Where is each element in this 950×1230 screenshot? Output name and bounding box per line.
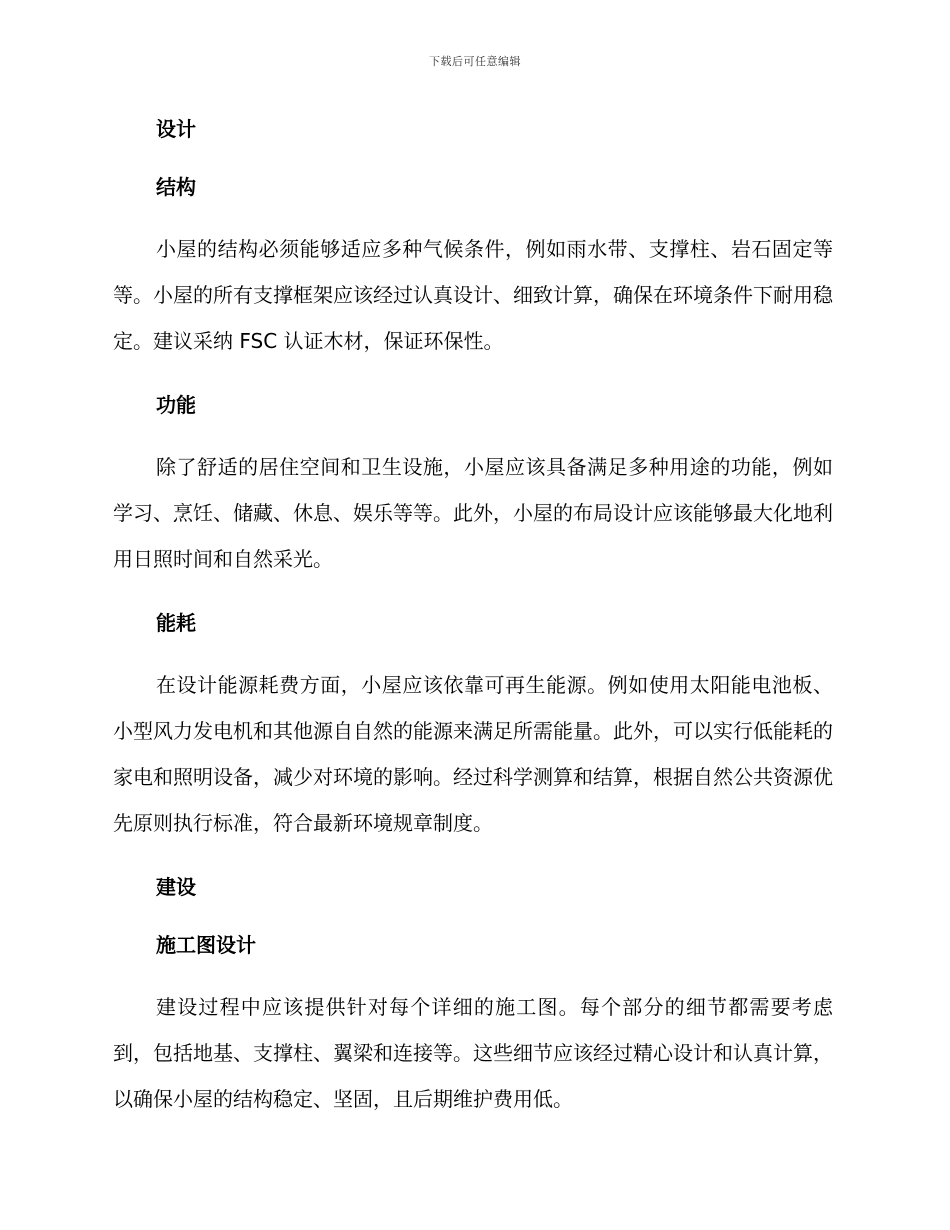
subheading-function: 功能 <box>156 393 196 417</box>
paragraph-function: 除了舒适的居住空间和卫生设施，小屋应该具备满足多种用途的功能，例如学习、烹饪、储藏、休息、娱乐等等。此外，小屋的布局设计应该能够最大化地利用日照时间和自然采光。 <box>113 455 833 571</box>
page-header: 下载后可任意编辑 <box>429 55 521 68</box>
section-heading-design: 设计 <box>156 117 196 141</box>
document-body <box>113 112 833 1122</box>
paragraph-construction-drawings: 建设过程中应该提供针对每个详细的施工图。每个部分的细节都需要考虑到，包括地基、支撑柱、翼梁和连接等。这些细节应该经过精心设计和认真计算，以确保小屋的结构稳定、坚固，且后期维护费用低。 <box>113 995 833 1111</box>
subheading-construction-drawings: 施工图设计 <box>156 933 256 957</box>
subheading-energy: 能耗 <box>156 611 196 635</box>
paragraph-energy: 在设计能源耗费方面，小屋应该依靠可再生能源。例如使用太阳能电池板、小型风力发电机和其他源自自然的能源来满足所需能量。此外，可以实行低能耗的家电和照明设备，减少对环境的影响。经过科学测算和结算，根据自然公共资源优先原则执行标准，符合最新环境规章制度。 <box>113 673 833 835</box>
section-heading-construction: 建设 <box>156 875 196 899</box>
paragraph-structure: 小屋的结构必须能够适应多种气候条件，例如雨水带、支撑柱、岩石固定等等。小屋的所有支撑框架应该经过认真设计、细致计算，确保在环境条件下耐用稳定。建议采纳 FSC 认证木材，保证环保性。 <box>113 237 833 353</box>
subheading-structure: 结构 <box>156 175 196 199</box>
